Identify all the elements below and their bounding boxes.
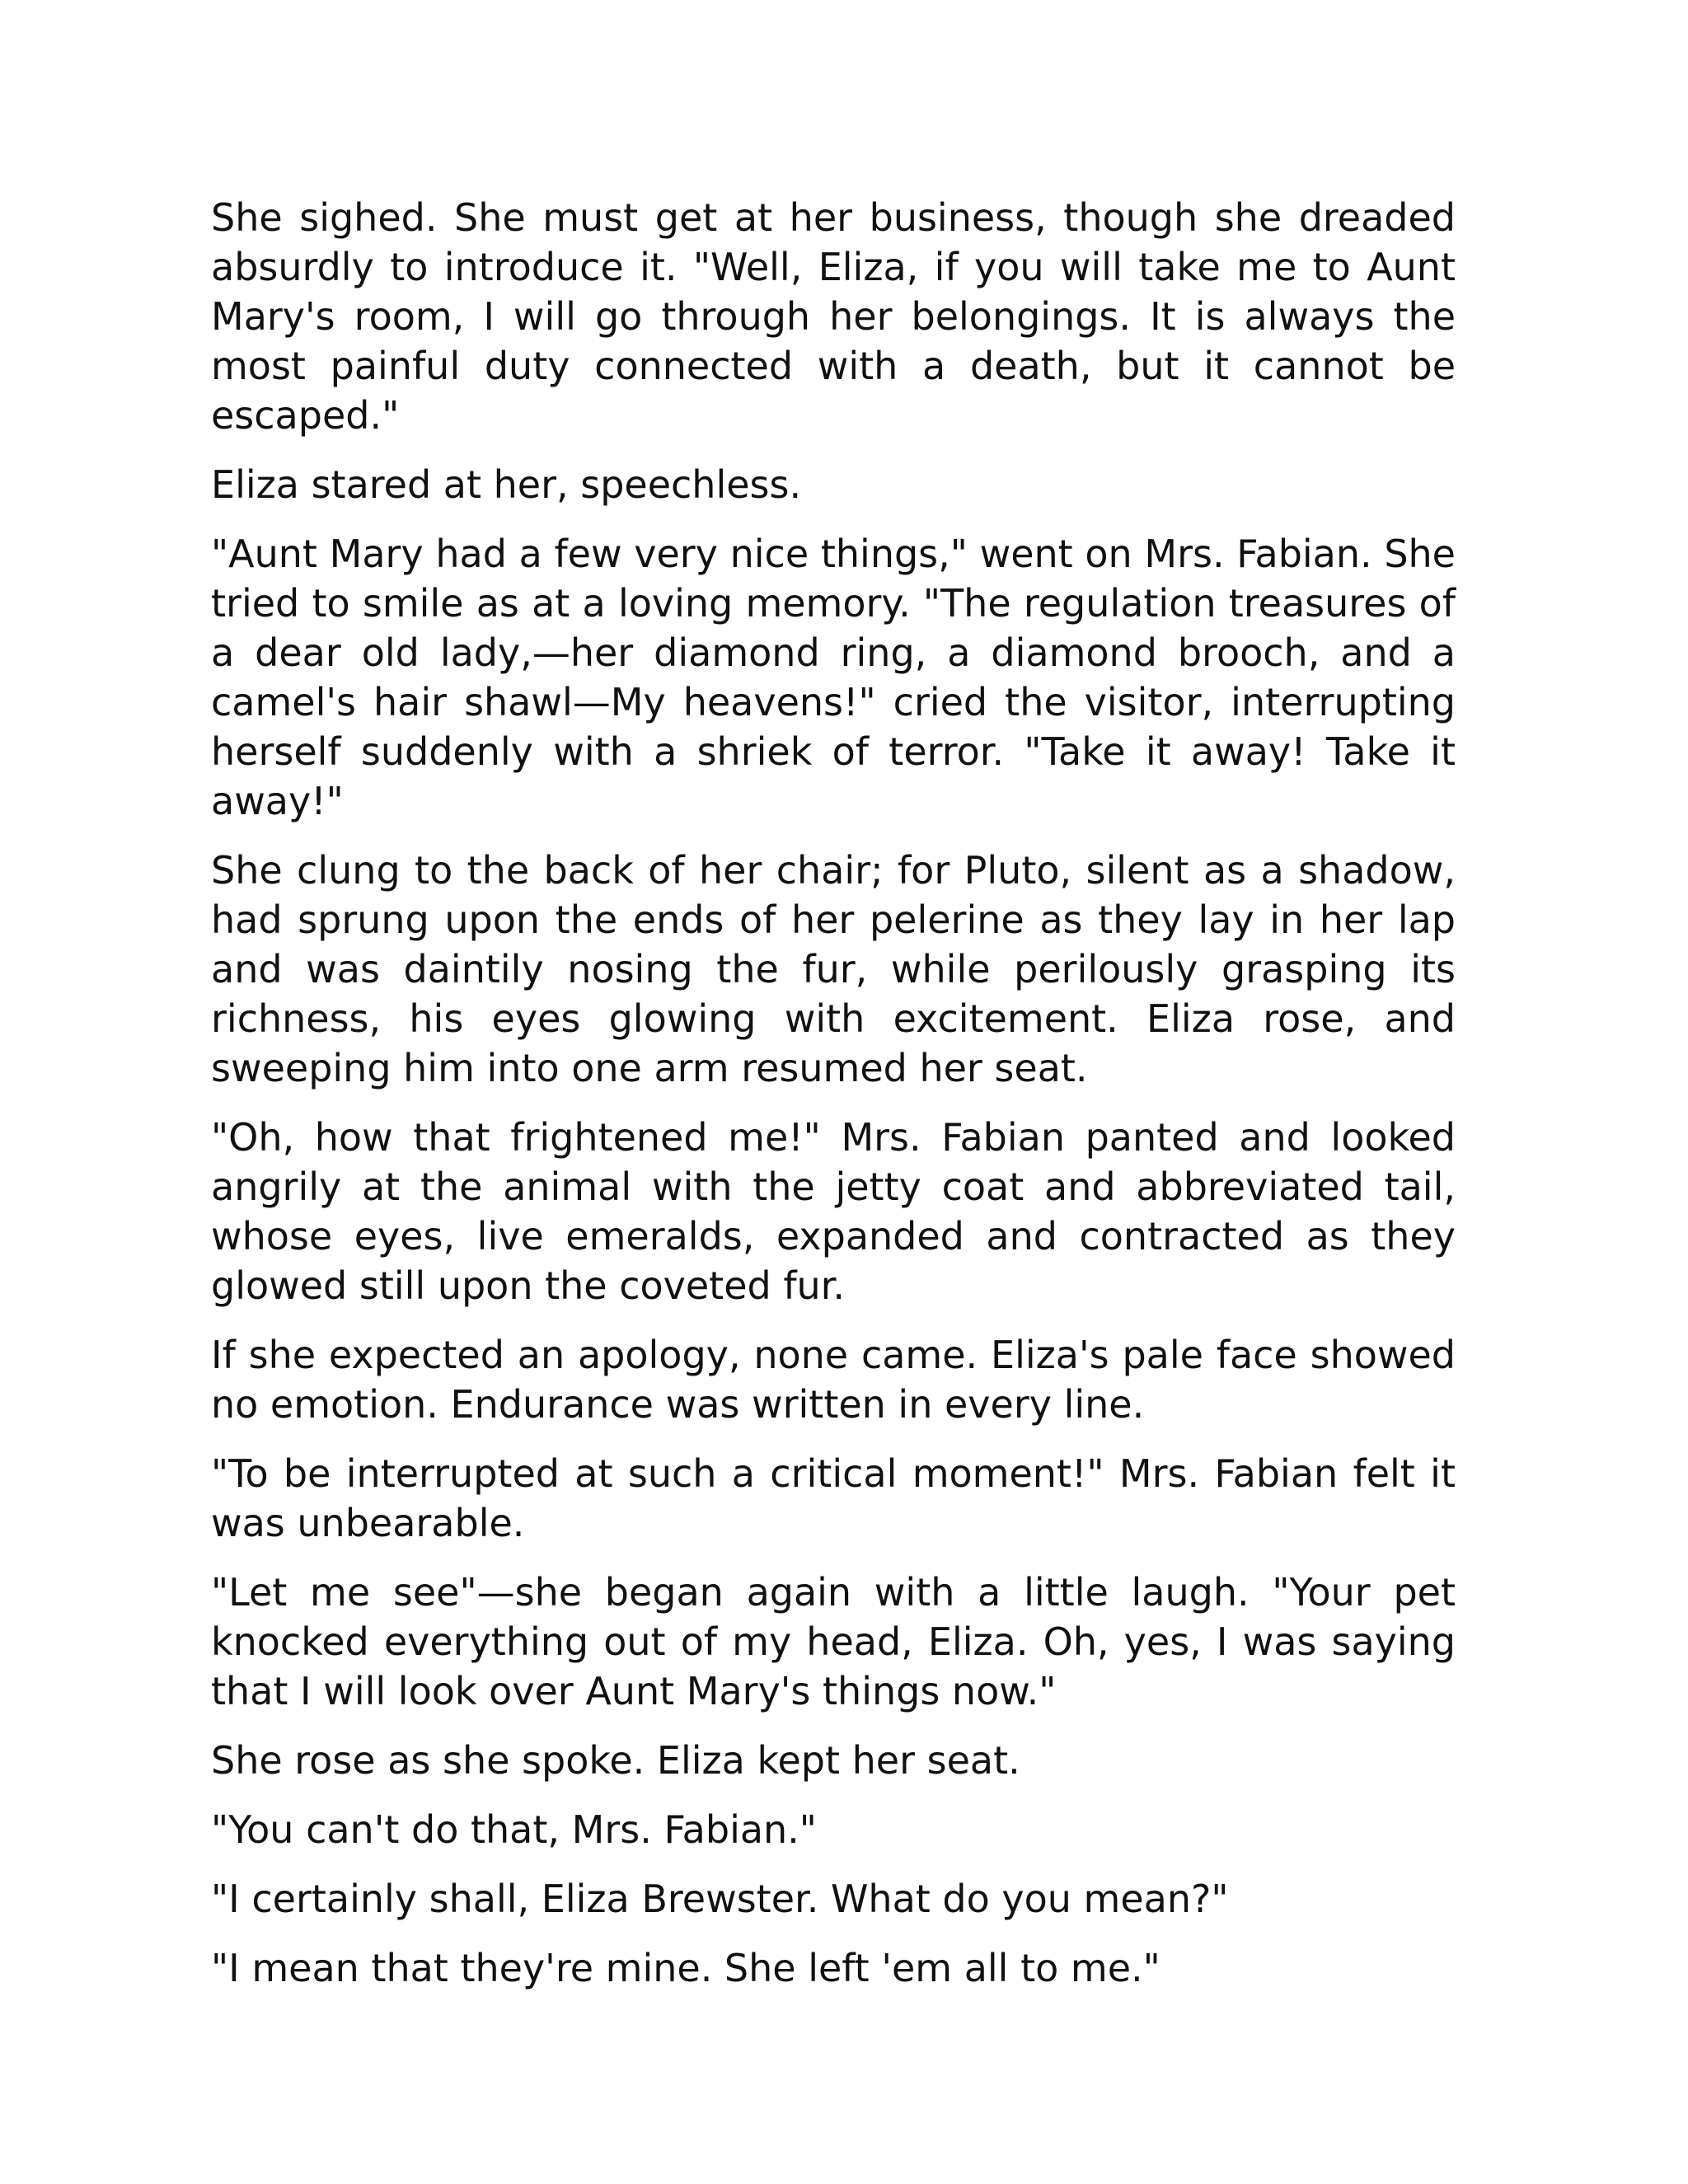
paragraph: Eliza stared at her, speechless. (211, 462, 802, 507)
paragraph: "I certainly shall, Eliza Brewster. What do you mean?" (211, 1877, 1229, 1921)
paragraph: She rose as she spoke. Eliza kept her seat. (211, 1738, 1020, 1783)
paragraph: "Let me see"—she began again with a little laugh. "Your pet knocked everything out of my head, Eliza. Oh, yes, I was saying that I will look over Aunt Mary's things now." (211, 1570, 1456, 1713)
paragraph: She clung to the back of her chair; for Pluto, silent as a shadow, had sprung upon the ends of her pelerine as they lay in her lap and was daintily nosing the fur, while perilously grasping its richness, his eyes glowing with excitement. Eliza rose, and sweeping him into one arm resumed her seat. (211, 848, 1456, 1090)
paragraph: "I mean that they're mine. She left 'em all to me." (211, 1946, 1160, 1990)
paragraph: If she expected an apology, none came. Eliza's pale face showed no emotion. Endurance was written in every line. (211, 1333, 1456, 1427)
paragraph: She sighed. She must get at her business, though she dreaded absurdly to introduce it. "Well, Eliza, if you will take me to Aunt Mary's room, I will go through her belongings. It is always the most painful duty connected with a death, but it cannot be escaped." (211, 195, 1456, 438)
paragraph: "To be interrupted at such a critical moment!" Mrs. Fabian felt it was unbearable. (211, 1451, 1456, 1545)
paragraph: "Oh, how that frightened me!" Mrs. Fabian panted and looked angrily at the animal with the jetty coat and abbreviated tail, whose eyes, live emeralds, expanded and contracted as they glowed still upon the coveted fur. (211, 1115, 1456, 1308)
body-text (211, 193, 1456, 2013)
paragraph: "Aunt Mary had a few very nice things," went on Mrs. Fabian. She tried to smile as at a loving memory. "The regulation treasures of a dear old lady,—her diamond ring, a diamond brooch, and a camel's hair shawl—My heavens!" cried the visitor, interrupting herself suddenly with a shriek of terror. "Take it away! Take it away!" (211, 532, 1456, 823)
paragraph: "You can't do that, Mrs. Fabian." (211, 1807, 817, 1852)
